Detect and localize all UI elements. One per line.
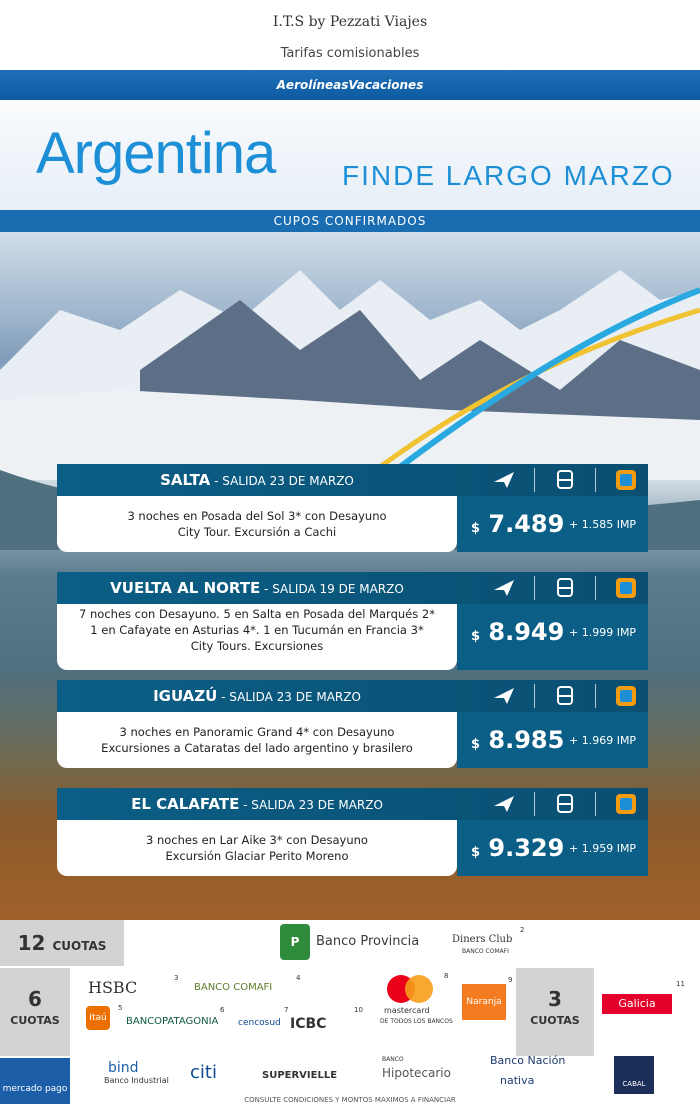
separator [534, 468, 535, 492]
hotel-icon [614, 792, 638, 816]
hotel-icon [614, 468, 638, 492]
badge-label: CUOTAS [10, 1014, 60, 1027]
package-departure: - SALIDA 23 DE MARZO [217, 690, 361, 704]
mastercard-sub: DE TODOS LOS BANCOS [380, 1018, 453, 1025]
separator [595, 468, 596, 492]
footnote-6: 6 [220, 1006, 225, 1014]
bus-icon [553, 468, 577, 492]
footnote-3: 3 [174, 974, 179, 982]
separator [534, 792, 535, 816]
mastercard-icon [386, 974, 434, 1004]
currency: $ [471, 737, 481, 752]
price-value: 7.489 [488, 510, 565, 538]
footnote-2: 2 [520, 926, 525, 934]
title-main: Argentina [36, 121, 276, 186]
package-details [57, 712, 457, 768]
badge-6-cuotas [0, 968, 70, 1056]
bind-logo: bind [108, 1060, 139, 1076]
galicia-logo: Galicia [602, 994, 672, 1014]
transport-icons [492, 576, 638, 600]
footnote-8: 8 [444, 972, 449, 980]
price-box [457, 712, 648, 768]
transport-icons [492, 468, 638, 492]
airline-logo: AerolíneasVacaciones [276, 78, 424, 92]
transport-icons [492, 684, 638, 708]
price-box [457, 820, 648, 876]
package-title [57, 572, 457, 604]
package-line: Excursiones a Cataratas del lado argentino y brasilero [101, 741, 413, 755]
package-header [57, 572, 648, 604]
package-destination: IGUAZÚ [153, 687, 218, 705]
currency: $ [471, 629, 481, 644]
package-header [57, 680, 648, 712]
package-line: 3 noches en Panoramic Grand 4* con Desayuno [119, 725, 395, 739]
tax: + 1.969 IMP [569, 734, 637, 747]
footnote-7: 7 [284, 1006, 289, 1014]
footnote-10: 10 [354, 1006, 363, 1014]
bus-icon [553, 684, 577, 708]
package-title [57, 680, 457, 712]
provincia-logo: Banco Provincia [316, 934, 420, 949]
hotel-icon [614, 576, 638, 600]
subtitle: Tarifas comisionables [280, 46, 420, 61]
provincia-icon: P [280, 924, 310, 960]
footnote-11: 11 [676, 980, 685, 988]
package-line: 3 noches en Lar Aike 3* con Desayuno [146, 833, 368, 847]
header [0, 0, 700, 71]
badge-12-cuotas [0, 920, 124, 966]
badge-label: CUOTAS [52, 939, 107, 953]
title-sub: FINDE LARGO MARZO [342, 160, 675, 191]
bind-sub: Banco Industrial [104, 1076, 169, 1085]
badge-3-cuotas [516, 968, 594, 1056]
hipotecario-logo: Hipotecario [382, 1066, 451, 1080]
transport-icons [492, 792, 638, 816]
plane-icon [492, 576, 516, 600]
naranja-logo: Naranja [462, 984, 506, 1020]
payment-section [0, 920, 700, 1105]
package-details [57, 496, 457, 552]
tax: + 1.959 IMP [569, 842, 637, 855]
badge-number: 12 [17, 931, 46, 955]
cabal-logo: CABAL [614, 1056, 654, 1094]
nativa-logo: nativa [500, 1074, 535, 1087]
badge-number: 3 [548, 987, 562, 1011]
separator [534, 684, 535, 708]
supervielle-logo: SUPERVIELLE [262, 1070, 338, 1081]
plane-icon [492, 684, 516, 708]
package-destination: VUELTA AL NORTE [110, 579, 261, 597]
hipotecario-sub: BANCO [382, 1056, 404, 1063]
package-title [57, 788, 457, 820]
hotel-icon [614, 684, 638, 708]
package-departure: - SALIDA 23 DE MARZO [210, 474, 354, 488]
package-line: 1 en Cafayate en Asturias 4*. 1 en Tucumán en Francia 3* [90, 623, 424, 637]
price [471, 834, 564, 862]
footnote-9: 9 [508, 976, 513, 984]
plane-icon [492, 468, 516, 492]
package-details [57, 820, 457, 876]
comafi-logo: BANCO COMAFI [194, 982, 273, 993]
itau-logo: Itaú [86, 1006, 110, 1030]
tax: + 1.999 IMP [569, 626, 637, 639]
footnote-4: 4 [296, 974, 301, 982]
separator [595, 576, 596, 600]
bus-icon [553, 792, 577, 816]
separator [534, 576, 535, 600]
currency: $ [471, 845, 481, 860]
badge-label: CUOTAS [530, 1014, 580, 1027]
package-header [57, 788, 648, 820]
badge-number: 6 [28, 987, 42, 1011]
package-departure: - SALIDA 19 DE MARZO [260, 582, 404, 596]
package-details [57, 604, 457, 670]
price-box [457, 496, 648, 552]
package-line: City Tour. Excursión a Cachi [177, 525, 337, 539]
price-value: 8.985 [488, 726, 565, 754]
package-line: Excursión Glaciar Perito Moreno [165, 849, 349, 863]
package-title [57, 464, 457, 496]
price [471, 510, 564, 538]
cencosud-logo: cencosud [238, 1018, 281, 1028]
diners-logo: Diners Club [452, 934, 513, 945]
package-line: City Tours. Excursiones [190, 639, 324, 653]
package-destination: EL CALAFATE [131, 795, 240, 813]
nacion-logo: Banco Nación [490, 1054, 566, 1067]
tax: + 1.585 IMP [569, 518, 637, 531]
airline-bar [0, 70, 700, 100]
separator [595, 684, 596, 708]
separator [595, 792, 596, 816]
price-value: 9.329 [488, 834, 565, 862]
citi-logo: citi [190, 1062, 217, 1083]
package-line: 3 noches en Posada del Sol 3* con Desayuno [127, 509, 387, 523]
disclaimer: CONSULTE CONDICIONES Y MONTOS MAXIMOS A FINANCIAR [244, 1096, 456, 1104]
agency-name: I.T.S by Pezzati Viajes [272, 14, 428, 30]
price [471, 618, 564, 646]
mastercard-label: mastercard [384, 1006, 430, 1015]
package-departure: - SALIDA 23 DE MARZO [239, 798, 383, 812]
package-header [57, 464, 648, 496]
hsbc-logo: HSBC [88, 978, 138, 997]
footnote-5: 5 [118, 1004, 123, 1012]
bus-icon [553, 576, 577, 600]
patagonia-logo: BANCOPATAGONIA [126, 1016, 219, 1027]
diners-sub: BANCO COMAFI [462, 948, 509, 955]
icbc-logo: ICBC [290, 1016, 327, 1032]
price-value: 8.949 [488, 618, 565, 646]
cupos-banner: CUPOS CONFIRMADOS [0, 210, 700, 232]
mercado-pago-logo: mercado pago [2, 1084, 68, 1094]
currency: $ [471, 521, 481, 536]
price-box [457, 604, 648, 670]
package-line: 7 noches con Desayuno. 5 en Salta en Posada del Marqués 2* [79, 607, 435, 621]
price [471, 726, 564, 754]
plane-icon [492, 792, 516, 816]
package-destination: SALTA [160, 471, 211, 489]
